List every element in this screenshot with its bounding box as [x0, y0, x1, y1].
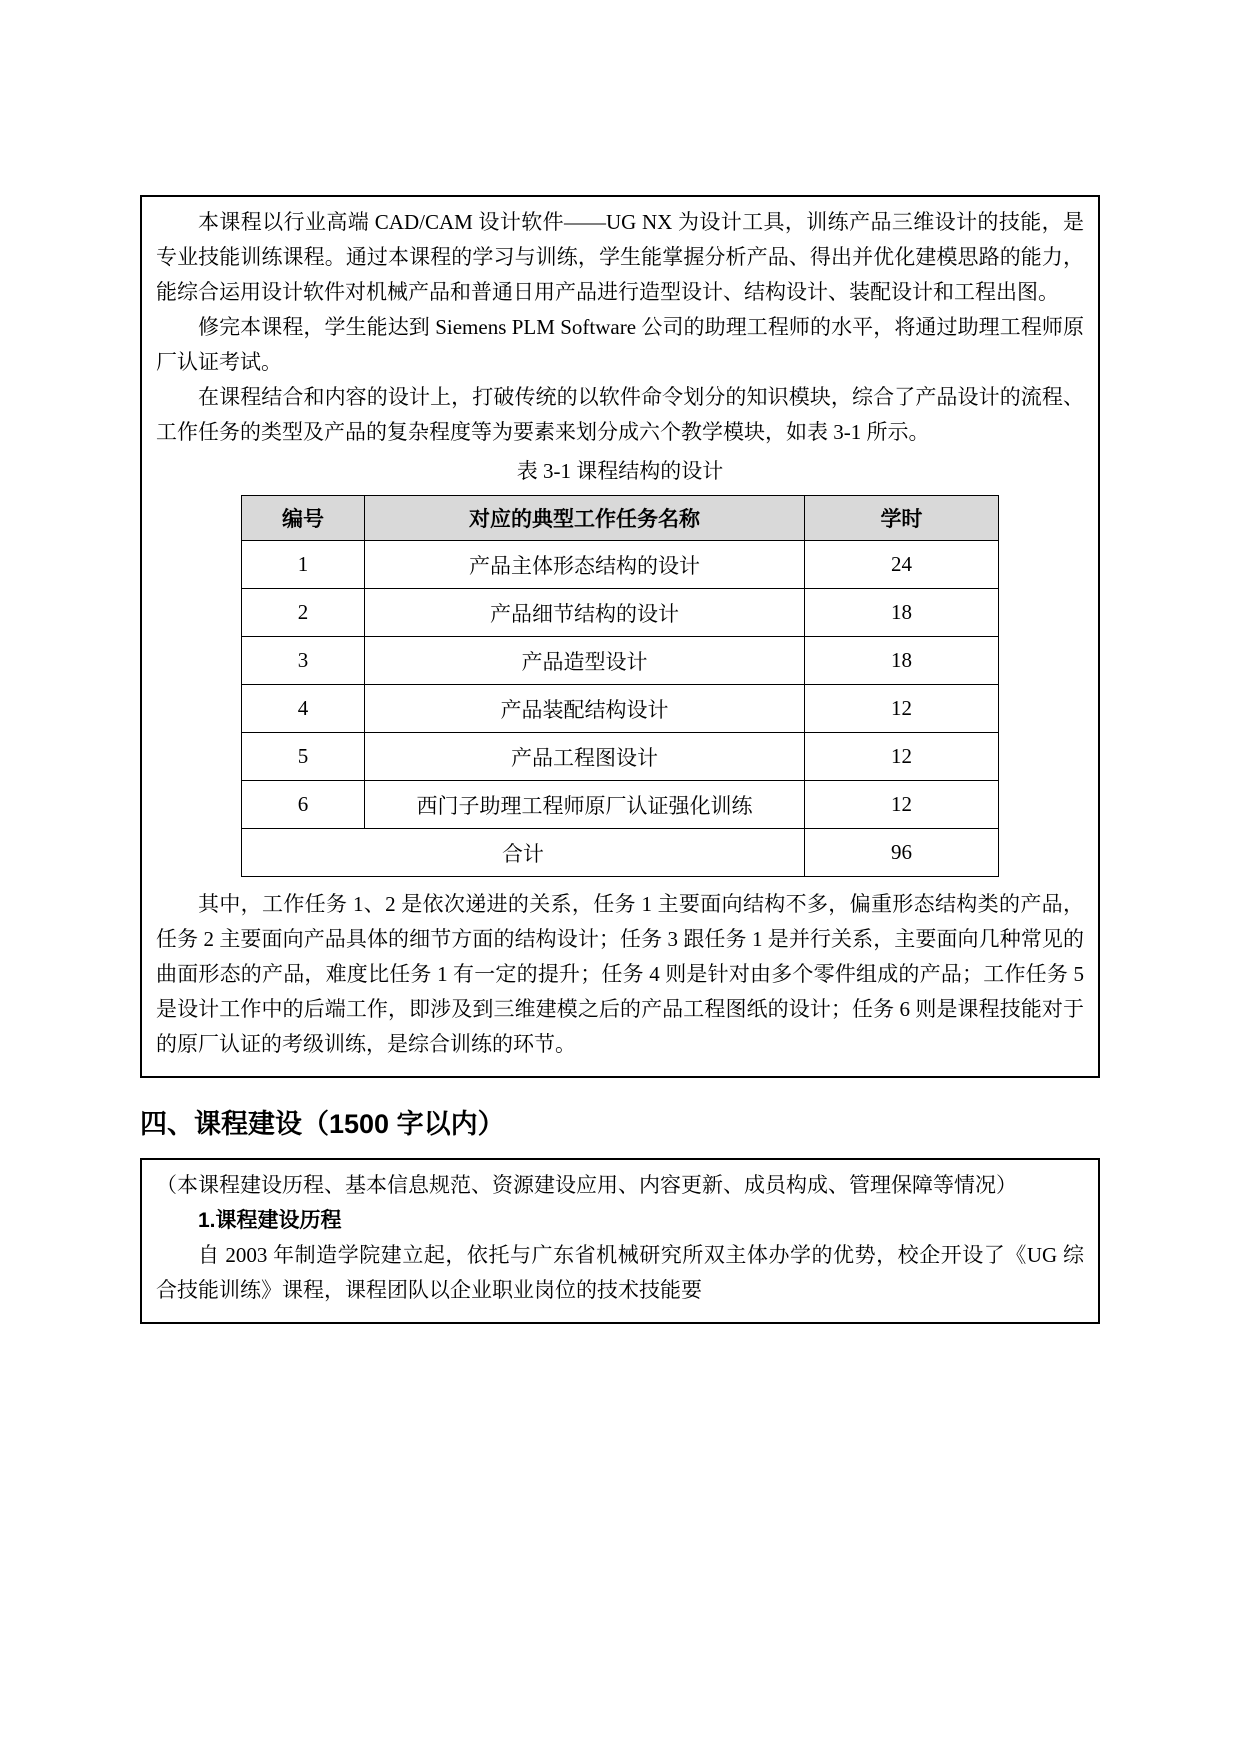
- cell-task: 产品造型设计: [365, 637, 805, 685]
- table-caption: 表 3-1 课程结构的设计: [516, 459, 724, 483]
- certification-paragraph: 修完本课程，学生能达到 Siemens PLM Software 公司的助理工程师的水平，将通过助理工程师原厂认证考试。: [156, 315, 1084, 374]
- cell-hours: 24: [804, 541, 998, 589]
- cell-hours: 18: [804, 589, 998, 637]
- total-label-cell: 合计: [242, 829, 805, 877]
- cell-number: 1: [242, 541, 365, 589]
- module-design-paragraph: 在课程结合和内容的设计上，打破传统的以软件命令划分的知识模块，综合了产品设计的流程、工作任务的类型及产品的复杂程度等为要素来划分成六个教学模块，如表 3-1 所示。: [156, 385, 1084, 444]
- table-header-row: [242, 496, 999, 541]
- table-row: [242, 685, 999, 733]
- table-footer-row: [242, 829, 999, 877]
- cell-number: 6: [242, 781, 365, 829]
- cell-task: 产品装配结构设计: [365, 685, 805, 733]
- course-overview-paragraph: 本课程以行业高端 CAD/CAM 设计软件——UG NX 为设计工具，训练产品三维设计的技能，是专业技能训练课程。通过本课程的学习与训练，学生能掌握分析产品、得出并优化建模思路的能力，能综合运用设计软件对机械产品和普通日用产品进行造型设计、结构设计、装配设计和工程出图。: [156, 210, 1084, 304]
- course-history-paragraph: 自 2003 年制造学院建立起，依托与广东省机械研究所双主体办学的优势，校企开设了《UG 综合技能训练》课程，课程团队以企业职业岗位的技术技能要: [156, 1243, 1084, 1302]
- cell-hours: 18: [804, 637, 998, 685]
- cell-number: 2: [242, 589, 365, 637]
- header-cell-task: 对应的典型工作任务名称: [365, 496, 805, 541]
- table-row: [242, 733, 999, 781]
- table-header: [242, 496, 999, 541]
- total-hours-cell: 96: [804, 829, 998, 877]
- section4-scope-note: （本课程建设历程、基本信息规范、资源建设应用、内容更新、成员构成、管理保障等情况）: [156, 1173, 1017, 1197]
- section3-box: [140, 195, 1100, 1078]
- table-row: [242, 637, 999, 685]
- cell-number: 4: [242, 685, 365, 733]
- cell-hours: 12: [804, 733, 998, 781]
- section4-subheading: 1.课程建设历程: [198, 1209, 342, 1232]
- section4-heading: 四、课程建设（1500 字以内）: [140, 1109, 505, 1139]
- cell-task: 西门子助理工程师原厂认证强化训练: [365, 781, 805, 829]
- cell-task: 产品细节结构的设计: [365, 589, 805, 637]
- header-cell-hours: 学时: [804, 496, 998, 541]
- cell-hours: 12: [804, 781, 998, 829]
- cell-number: 5: [242, 733, 365, 781]
- table-row: [242, 589, 999, 637]
- document-content: [140, 195, 1100, 1324]
- task-relationship-paragraph: 其中，工作任务 1、2 是依次递进的关系，任务 1 主要面向结构不多，偏重形态结构类的产品，任务 2 主要面向产品具体的细节方面的结构设计；任务 3 跟任务 1 是并行关系，主要面向几种常见的曲面形态的产品，难度比任务 1 有一定的提升；任务 4 则是针对由多个零件组成的产品；工作任务 5 是设计工作中的后端工作，即涉及到三维建模之后的产品工程图纸的设计；任务 6 则是课程技能对于的原厂认证的考级训练，是综合训练的环节。: [156, 892, 1084, 1056]
- cell-task: 产品工程图设计: [365, 733, 805, 781]
- table-row: [242, 781, 999, 829]
- cell-task: 产品主体形态结构的设计: [365, 541, 805, 589]
- cell-number: 3: [242, 637, 365, 685]
- section4-box: [140, 1158, 1100, 1324]
- cell-hours: 12: [804, 685, 998, 733]
- header-cell-number: 编号: [242, 496, 365, 541]
- course-structure-table: [241, 495, 999, 877]
- table-row: [242, 541, 999, 589]
